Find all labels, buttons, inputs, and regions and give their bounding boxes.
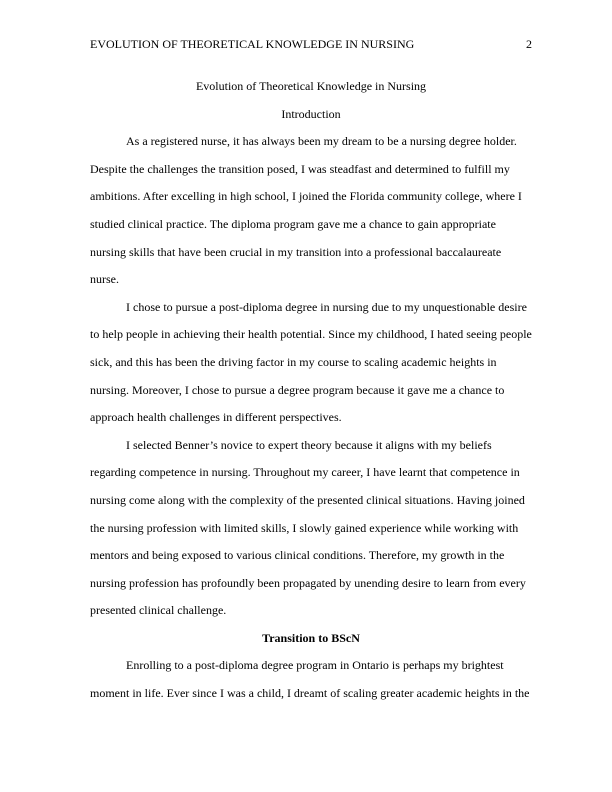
document-body bbox=[90, 73, 532, 708]
paragraph: I chose to pursue a post-diploma degree in nursing due to my unquestionable desire to help people in achieving their health potential. Since my childhood, I hated seeing people sick, and this has been the driving factor in my course to scaling academic heights in nursing. Moreover, I chose to pursue a degree program because it gave me a chance to approach health challenges in different perspectives. bbox=[90, 299, 532, 425]
paragraph: As a registered nurse, it has always been my dream to be a nursing degree holder. Despite the challenges the transition posed, I was steadfast and determined to fulfill my ambitions. After excelling in high school, I joined the Florida community college, where I studied clinical practice. The diploma program gave me a chance to gain appropriate nursing skills that have been crucial in my transition into a professional baccalaureate nurse. bbox=[90, 134, 522, 287]
document-title: Evolution of Theoretical Knowledge in Nursing bbox=[195, 79, 427, 93]
introduction-heading: Introduction bbox=[281, 106, 341, 121]
running-head: EVOLUTION OF THEORETICAL KNOWLEDGE IN NURSING bbox=[90, 37, 415, 51]
paragraph: Enrolling to a post-diploma degree program in Ontario is perhaps my brightest moment in life. Ever since I was a child, I dreamt of scaling greater academic heights in the bbox=[90, 658, 530, 701]
paragraph: I selected Benner’s novice to expert theory because it aligns with my beliefs regarding competence in nursing. Throughout my career, I have learnt that competence in nursing come along with the complexity of the presented clinical situations. Having joined the nursing profession with limited skills, I slowly gained experience while working with mentors and being exposed to various clinical conditions. Therefore, my growth in the nursing profession has profoundly been propagated by unending desire to learn from every presented clinical challenge. bbox=[90, 437, 526, 618]
page-header bbox=[90, 36, 532, 52]
section-heading: Transition to BScN bbox=[262, 630, 360, 645]
page-number: 2 bbox=[526, 37, 532, 51]
